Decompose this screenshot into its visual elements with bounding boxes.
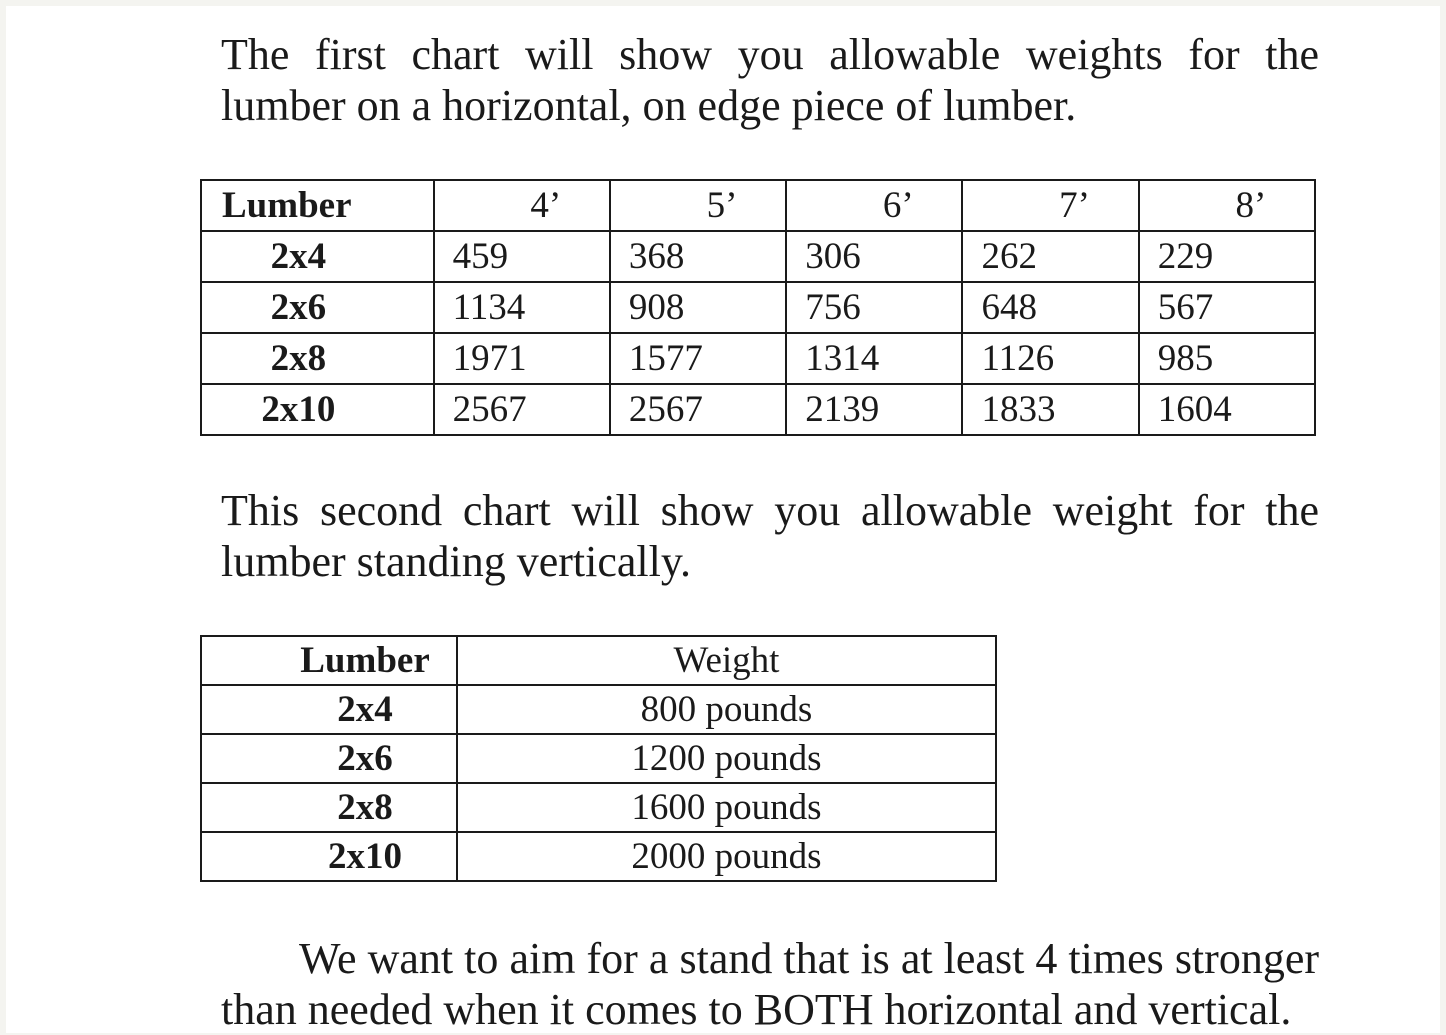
table-header-row bbox=[201, 180, 1315, 231]
weight-cell: 1314 bbox=[786, 333, 962, 384]
table-row bbox=[201, 832, 996, 881]
length-column-header: 4’ bbox=[434, 180, 610, 231]
weight-cell: 2000 pounds bbox=[457, 832, 996, 881]
lumber-column-header: Lumber bbox=[201, 180, 434, 231]
lumber-size-cell: 2x4 bbox=[201, 685, 457, 734]
weight-cell: 2139 bbox=[786, 384, 962, 435]
weight-cell: 1200 pounds bbox=[457, 734, 996, 783]
weight-cell: 1604 bbox=[1139, 384, 1315, 435]
weight-cell: 1126 bbox=[962, 333, 1138, 384]
lumber-size-cell: 2x10 bbox=[201, 384, 434, 435]
lumber-size-cell: 2x6 bbox=[201, 734, 457, 783]
length-column-header: 7’ bbox=[962, 180, 1138, 231]
table-header-row bbox=[201, 636, 996, 685]
vertical-weights-table bbox=[200, 635, 997, 882]
lumber-size-cell: 2x4 bbox=[201, 231, 434, 282]
weight-cell: 567 bbox=[1139, 282, 1315, 333]
weight-cell: 1833 bbox=[962, 384, 1138, 435]
weight-cell: 1577 bbox=[610, 333, 786, 384]
document-page bbox=[6, 6, 1440, 1033]
table-row bbox=[201, 685, 996, 734]
second-chart-paragraph: This second chart will show you allowable weight for the lumber standing vertically. bbox=[221, 486, 1319, 586]
weight-cell: 756 bbox=[786, 282, 962, 333]
weight-cell: 1971 bbox=[434, 333, 610, 384]
closing-paragraph: We want to aim for a stand that is at least 4 times stronger than needed when it comes to BOTH horizontal and vertical. bbox=[221, 934, 1319, 1034]
weight-cell: 648 bbox=[962, 282, 1138, 333]
horizontal-weights-table bbox=[200, 179, 1316, 436]
length-column-header: 6’ bbox=[786, 180, 962, 231]
lumber-size-cell: 2x10 bbox=[201, 832, 457, 881]
weight-cell: 1134 bbox=[434, 282, 610, 333]
length-column-header: 5’ bbox=[610, 180, 786, 231]
weight-cell: 262 bbox=[962, 231, 1138, 282]
table-row bbox=[201, 282, 1315, 333]
weight-cell: 800 pounds bbox=[457, 685, 996, 734]
lumber-column-header: Lumber bbox=[201, 636, 457, 685]
weight-cell: 2567 bbox=[434, 384, 610, 435]
table-row bbox=[201, 783, 996, 832]
table-row bbox=[201, 384, 1315, 435]
weight-cell: 1600 pounds bbox=[457, 783, 996, 832]
table-row bbox=[201, 333, 1315, 384]
lumber-size-cell: 2x8 bbox=[201, 333, 434, 384]
weight-cell: 908 bbox=[610, 282, 786, 333]
weight-cell: 306 bbox=[786, 231, 962, 282]
table-row bbox=[201, 231, 1315, 282]
lumber-size-cell: 2x6 bbox=[201, 282, 434, 333]
lumber-size-cell: 2x8 bbox=[201, 783, 457, 832]
weight-cell: 368 bbox=[610, 231, 786, 282]
intro-paragraph: The first chart will show you allowable weights for the lumber on a horizontal, on edge piece of lumber. bbox=[221, 30, 1319, 130]
table-row bbox=[201, 734, 996, 783]
weight-cell: 985 bbox=[1139, 333, 1315, 384]
weight-column-header: Weight bbox=[457, 636, 996, 685]
weight-cell: 2567 bbox=[610, 384, 786, 435]
length-column-header: 8’ bbox=[1139, 180, 1315, 231]
weight-cell: 459 bbox=[434, 231, 610, 282]
weight-cell: 229 bbox=[1139, 231, 1315, 282]
